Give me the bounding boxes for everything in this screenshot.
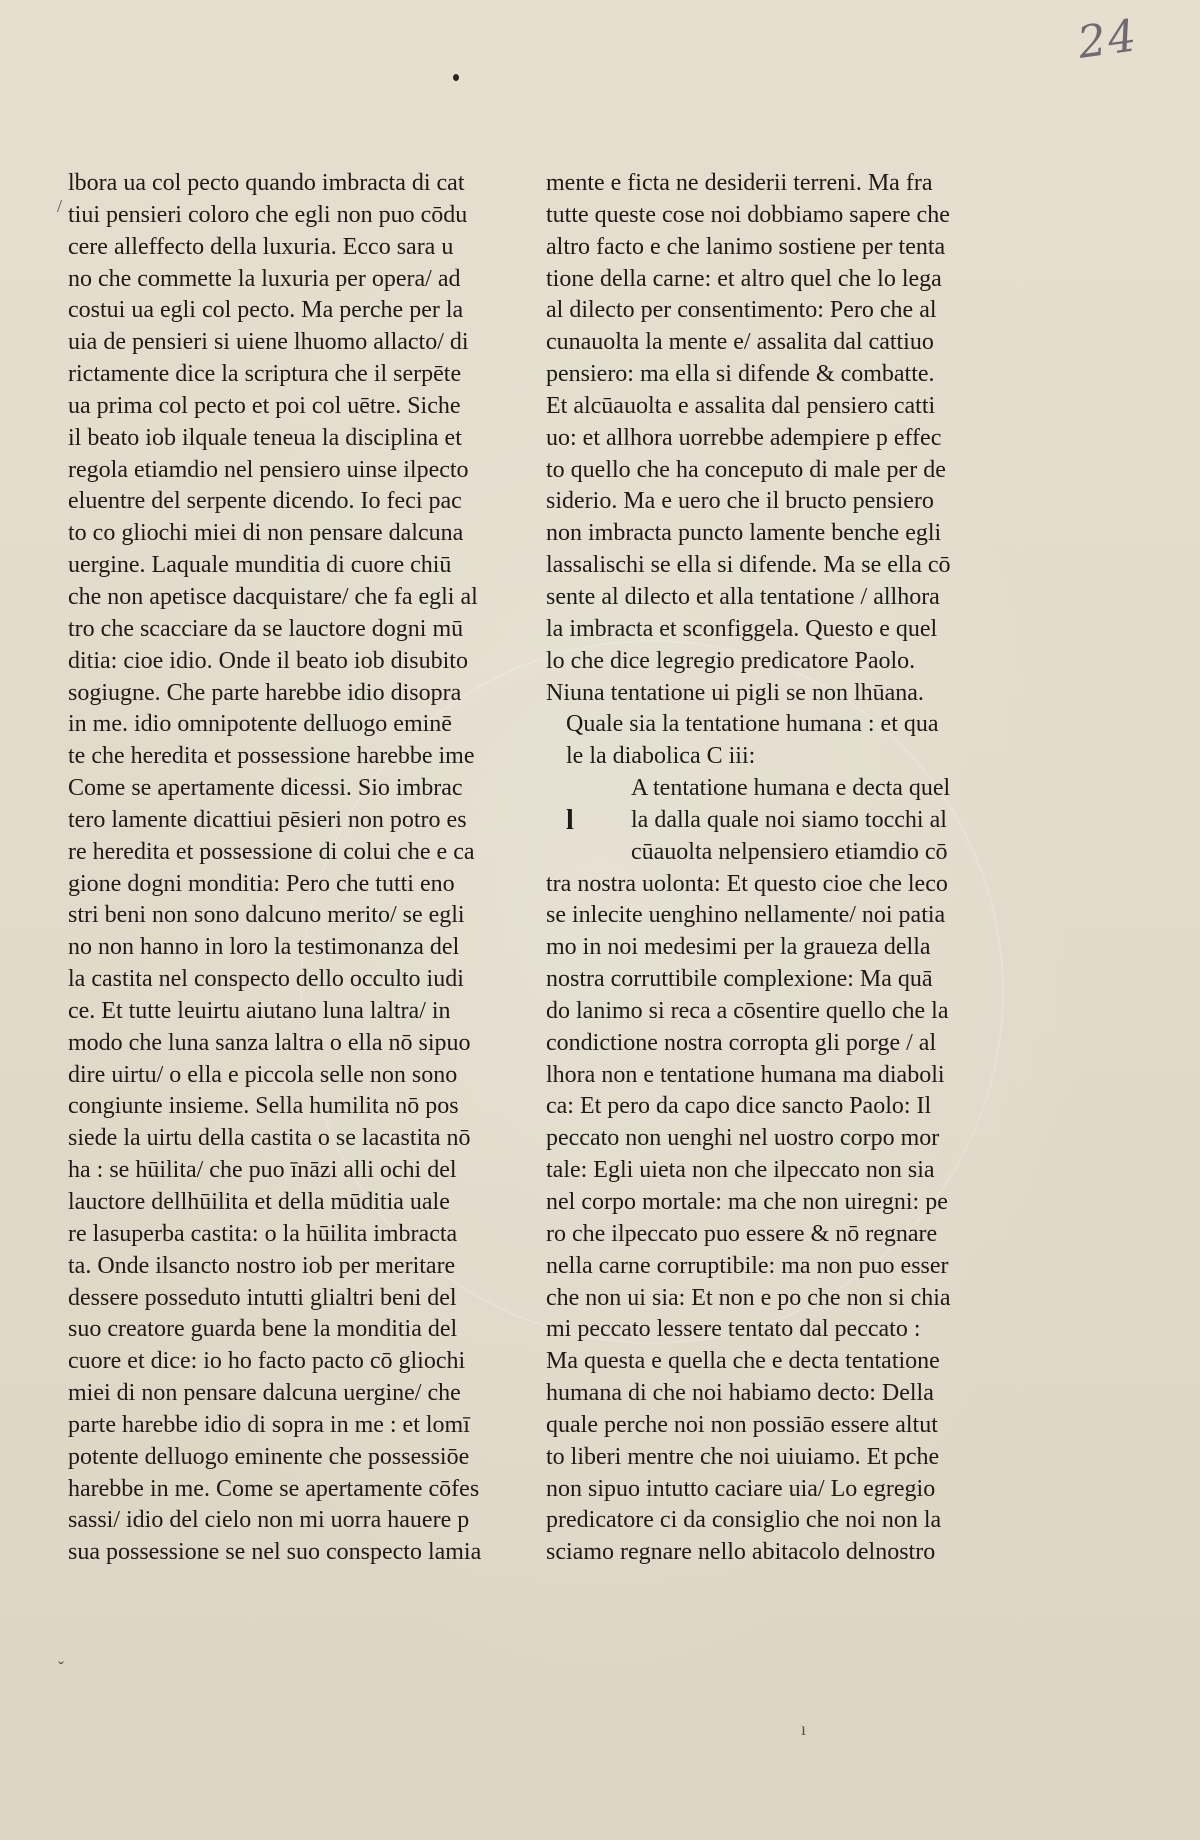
text-line: tero lamente dicattiui pēsieri non potro es (68, 806, 467, 833)
text-line: nostra corruttibile complexione: Ma quā (546, 966, 933, 993)
text-line: cere alleffecto della luxuria. Ecco sara u (68, 233, 454, 260)
text-line: costui ua egli col pecto. Ma perche per la (68, 297, 464, 324)
text-line: tiui pensieri coloro che egli non puo cōdu (68, 201, 468, 228)
text-line: mi peccato lessere tentato dal peccato : (546, 1316, 921, 1343)
text-line: tione della carne: et altro quel che lo lega (546, 265, 942, 292)
text-line: mo in noi medesimi per la graueza della (546, 934, 931, 961)
text-line: re heredita et possessione di colui che e ca (68, 838, 475, 865)
text-line: to quello che ha conceputo di male per de (546, 456, 946, 483)
text-line: no che commette la luxuria per opera/ ad (68, 265, 461, 292)
text-line: Et alcūauolta e assalita dal pensiero catti (546, 392, 936, 419)
text-line: al dilecto per consentimento: Pero che al (546, 297, 937, 324)
folio-number: 24 (1074, 10, 1142, 69)
text-line: che non apetisce dacquistare/ che fa egli al (68, 583, 478, 610)
text-line: ha : se hūilita/ che puo īnāzi alli ochi del (68, 1157, 457, 1184)
text-line: se inlecite uenghino nellamente/ noi patia (546, 902, 946, 929)
text-line: sente al dilecto et alla tentatione / allhora (546, 583, 940, 610)
text-line: Quale sia la tentatione humana : et qua (566, 711, 939, 738)
text-line: la dalla quale noi siamo tocchi al l (566, 804, 947, 836)
text-line: Come se apertamente dicessi. Sio imbrac (68, 775, 463, 802)
text-line: ro che ilpeccato puo essere & nō regnare (546, 1220, 938, 1247)
text-line: regola etiamdio nel pensiero uinse ilpecto (68, 456, 469, 483)
text-line: gione dogni monditia: Pero che tutti eno (68, 870, 455, 897)
margin-mark: ı (801, 1719, 807, 1739)
text-line: Niuna tentatione ui pigli se non lhūana. (546, 679, 924, 706)
text-line: miei di non pensare dalcuna uergine/ che (68, 1380, 461, 1407)
text-line: in me. idio omnipotente delluogo eminē (68, 711, 452, 738)
text-line: harebbe in me. Come se apertamente cōfes (68, 1475, 480, 1502)
text-line: siderio. Ma e uero che il bructo pensiero (546, 488, 934, 515)
text-line: lo che dice legregio predicatore Paolo. (546, 647, 916, 674)
text-line: la castita nel conspecto dello occulto iudi (68, 966, 464, 993)
text-line: Ma questa e quella che e decta tentatione (546, 1348, 940, 1375)
text-line: siede la uirtu della castita o se lacastita nō (68, 1125, 471, 1152)
text-line: te che heredita et possessione harebbe ime (68, 743, 475, 770)
text-line: congiunte insieme. Sella humilita nō pos (68, 1093, 459, 1120)
text-line: lbora ua col pecto quando imbracta di cat (68, 170, 465, 196)
text-line: lassalischi se ella si difende. Ma se ella cō (546, 552, 951, 579)
text-line: modo che luna sanza laltra o ella nō sipuo (68, 1029, 471, 1056)
text-line: ta. Onde ilsancto nostro iob per meritare (68, 1252, 456, 1279)
text-line: non sipuo intutto caciare uia/ Lo egregio (546, 1475, 936, 1502)
margin-mark: / (57, 196, 63, 216)
text-line: parte harebbe idio di sopra in me : et lomī (68, 1411, 470, 1438)
text-line: sciamo regnare nello abitacolo delnostro (546, 1539, 936, 1566)
text-line: predicatore ci da consiglio che noi non la (546, 1507, 942, 1534)
text-line: il beato iob ilquale teneua la disciplina et (68, 424, 462, 451)
text-line: no non hanno in loro la testimonanza del (68, 934, 460, 961)
text-line: mente e ficta ne desiderii terreni. Ma fra (546, 170, 933, 196)
text-line: uergine. Laquale munditia di cuore chiū (68, 552, 452, 579)
text-line: suo creatore guarda bene la monditia del (68, 1316, 458, 1343)
text-line: rictamente dice la scriptura che il serpēte (68, 361, 462, 388)
text-line: tro che scacciare da se lauctore dogni mū (68, 615, 464, 642)
text-line: to liberi mentre che noi uiuiamo. Et pche (546, 1443, 940, 1470)
ink-dot (453, 74, 459, 81)
text-line: pensiero: ma ella si difende & combatte. (546, 361, 935, 388)
text-line: eluentre del serpente dicendo. Io feci pac (68, 488, 462, 515)
text-line: uia de pensieri si uiene lhuomo allacto/ di (68, 329, 469, 356)
text-line: ua prima col pecto et poi col uētre. Siche (68, 392, 461, 419)
text-line: re lasuperba castita: o la hūilita imbracta (68, 1220, 458, 1247)
text-line: nella carne corruptibile: ma non puo esser (546, 1252, 949, 1279)
text-line: tutte queste cose noi dobbiamo sapere che (546, 201, 950, 228)
text-line: ditia: cioe idio. Onde il beato iob disubito (68, 647, 468, 674)
text-line: tra nostra uolonta: Et questo cioe che leco (546, 870, 948, 897)
text-line: cūauolta nelpensiero etiamdio cō (631, 838, 948, 865)
text-line: dessere posseduto intutti glialtri beni del (68, 1284, 457, 1311)
left-text-column (68, 168, 518, 1569)
text-line: cunauolta la mente e/ assalita dal cattiuo (546, 329, 934, 356)
text-line: la imbracta et sconfiggela. Questo e quel (546, 615, 938, 642)
text-line: le la diabolica C iii: (566, 743, 756, 770)
text-line: peccato non uenghi nel uostro corpo mor (546, 1125, 940, 1152)
text-line: ce. Et tutte leuirtu aiutano luna laltra/ in (68, 997, 451, 1024)
right-text-column (546, 168, 996, 1569)
text-line: non imbracta puncto lamente benche egli (546, 520, 942, 547)
text-line: to co gliochi miei di non pensare dalcuna (68, 520, 464, 547)
text-line: do lanimo si reca a cōsentire quello che la (546, 997, 949, 1024)
text-line: tale: Egli uieta non che ilpeccato non sia (546, 1157, 935, 1184)
text-line: nel corpo mortale: ma che non uiregni: pe (546, 1189, 948, 1215)
text-line: quale perche noi non possiāo essere altut (546, 1411, 938, 1438)
text-line: cuore et dice: io ho facto pacto cō gliochi (68, 1348, 466, 1375)
text-line: stri beni non sono dalcuno merito/ se egli (68, 902, 465, 929)
text-line: sua possessione se nel suo conspecto lamia (68, 1539, 482, 1566)
text-line: condictione nostra corropta gli porge / al (546, 1029, 937, 1056)
text-line: dire uirtu/ o ella e piccola selle non sono (68, 1061, 458, 1088)
text-line: sassi/ idio del cielo non mi uorra hauere p (68, 1507, 470, 1534)
text-line: sogiugne. Che parte harebbe idio disopra (68, 679, 462, 706)
text-line: altro facto e che lanimo sostiene per tenta (546, 233, 946, 260)
text-line: potente delluogo eminente che possessiōe (68, 1443, 470, 1470)
text-line: che non ui sia: Et non e po che non si chia (546, 1284, 951, 1311)
text-line: A tentatione humana e decta quel (631, 775, 951, 802)
text-line: humana di che noi habiamo decto: Della (546, 1380, 934, 1407)
text-line: lhora non e tentatione humana ma diaboli (546, 1061, 945, 1088)
text-line: ca: Et pero da capo dice sancto Paolo: Il (546, 1093, 932, 1120)
margin-mark: ˇ (58, 1658, 64, 1678)
text-line: lauctore dellhūilita et della mūditia uale (68, 1189, 450, 1215)
dropcap-guide-letter: l (566, 804, 574, 836)
text-line: uo: et allhora uorrebbe adempiere p effec (546, 424, 942, 451)
